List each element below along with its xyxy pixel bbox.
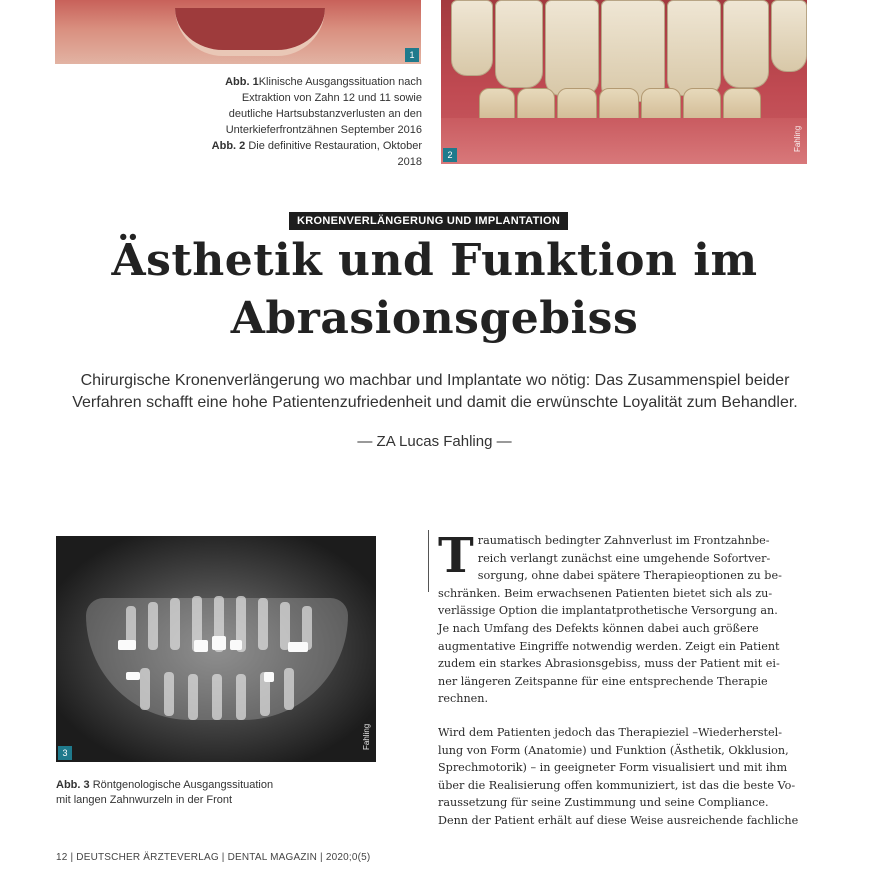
tooth xyxy=(771,0,807,72)
body-line: Je nach Umfang des Defekts können dabei auch größere xyxy=(438,621,759,635)
figure-3-caption xyxy=(56,778,356,808)
body-line: sorgung, ohne dabei spätere Therapieoptionen zu be- xyxy=(477,569,782,583)
restoration-fill xyxy=(126,672,140,680)
drop-cap: T xyxy=(438,528,474,584)
abb3-label: Abb. 3 xyxy=(56,779,90,791)
lips-shape xyxy=(175,8,325,56)
paragraph-2 xyxy=(438,724,800,830)
tooth xyxy=(601,0,665,102)
body-line: verlässige Option die implantatprothetische Versorgung an. xyxy=(438,604,778,618)
body-line: Denn der Patient erhält auf diese Weise ausreichende fachliche xyxy=(438,813,799,827)
restoration-fill xyxy=(194,640,208,652)
caption-text: Extraktion von Zahn 12 und 11 sowie xyxy=(241,92,422,104)
body-line: augmentative Eingriffe notwendig werden. Zeigt ein Patient xyxy=(438,639,780,653)
author-byline: — ZA Lucas Fahling — xyxy=(357,433,512,450)
caption-text: 2018 xyxy=(397,156,422,168)
restoration-fill xyxy=(230,640,242,650)
body-line: Sprechmotorik) – in geeigneter Form visualisiert und mit ihm xyxy=(438,761,788,775)
body-line: raumatisch bedingter Zahnverlust im Frontzahnbe- xyxy=(477,534,770,547)
title-line: Abrasionsgebiss xyxy=(230,293,639,344)
tooth xyxy=(451,0,493,76)
figure-2-number: 2 xyxy=(443,148,457,162)
page-footer: 12 | DEUTSCHER ÄRZTEVERLAG | DENTAL MAGAZIN | 2020;0(5) xyxy=(56,852,371,863)
body-line: rechnen. xyxy=(438,692,489,706)
caption-text: mit langen Zahnwurzeln in der Front xyxy=(56,794,233,806)
abb1-label: Abb. 1 xyxy=(225,76,259,88)
paragraph-1 xyxy=(438,528,800,708)
figure-3-number: 3 xyxy=(58,746,72,760)
column-rule xyxy=(428,530,429,592)
caption-text: Röntgenologische Ausgangssituation xyxy=(92,779,274,791)
figure-2-photo xyxy=(441,0,807,164)
tooth xyxy=(667,0,721,96)
caption-text: Die definitive Restauration, Oktober xyxy=(248,140,422,152)
title-line: Ästhetik und Funktion im xyxy=(111,235,758,286)
figure-3-credit: Fahling xyxy=(362,723,371,750)
tooth-root xyxy=(170,598,180,650)
body-line: schränken. Beim erwachsenen Patienten bietet sich als zu- xyxy=(438,586,773,600)
body-line: zudem ein starkes Abrasionsgebiss, muss der Patient mit ei- xyxy=(438,657,780,671)
article-title xyxy=(0,232,869,348)
tooth xyxy=(495,0,543,88)
figure-1-number: 1 xyxy=(405,48,419,62)
tooth-root xyxy=(212,674,222,720)
body-line: ner längeren Zeitspanne für eine entsprechende Therapie xyxy=(438,674,768,688)
tooth-root xyxy=(236,674,246,720)
body-line: raussetzung für seine Zustimmung und seine Compliance. xyxy=(438,796,769,810)
body-line: Wird dem Patienten jedoch das Therapieziel –Wiederherstel- xyxy=(438,725,783,739)
lead-line: Verfahren schafft eine hohe Patientenzufriedenheit und damit die erwünschte Loyalität zum Behandler. xyxy=(72,394,798,411)
abb2-label: Abb. 2 xyxy=(211,140,246,152)
lead-paragraph xyxy=(40,370,830,414)
tooth-root xyxy=(164,672,174,716)
figure-1-2-caption xyxy=(180,74,422,170)
tooth xyxy=(723,0,769,88)
article-body xyxy=(438,528,800,846)
restoration-fill xyxy=(118,640,136,650)
tooth-root xyxy=(188,674,198,720)
restoration-fill xyxy=(264,672,274,682)
section-kicker: KRONENVERLÄNGERUNG UND IMPLANTATION xyxy=(289,212,568,230)
caption-text: Klinische Ausgangssituation nach xyxy=(258,76,422,88)
restoration-fill xyxy=(212,636,226,650)
restoration-fill xyxy=(288,642,308,652)
body-line: reich verlangt zunächst eine umgehende Sofortver- xyxy=(477,551,771,565)
caption-text: deutliche Hartsubstanzverlusten an den xyxy=(228,108,422,120)
teeth-restoration xyxy=(449,0,794,112)
figure-2-credit: Fahling xyxy=(793,125,802,152)
lead-line: Chirurgische Kronenverlängerung wo machbar und Implantate wo nötig: Das Zusammenspiel beider xyxy=(80,372,790,389)
body-line: lung von Form (Anatomie) und Funktion (Ästhetik, Okklusion, xyxy=(438,743,789,757)
tooth-root xyxy=(258,598,268,650)
tooth xyxy=(545,0,599,96)
caption-text: Unterkieferfrontzähnen September 2016 xyxy=(225,124,422,136)
gum-area xyxy=(441,118,807,164)
figure-1-photo xyxy=(55,0,421,64)
figure-3-xray xyxy=(56,536,376,762)
body-line: über die Realisierung offen kommuniziert, ist das die beste Vo- xyxy=(438,778,796,792)
tooth-root xyxy=(140,668,150,710)
tooth-root xyxy=(148,602,158,650)
tooth-root xyxy=(284,668,294,710)
